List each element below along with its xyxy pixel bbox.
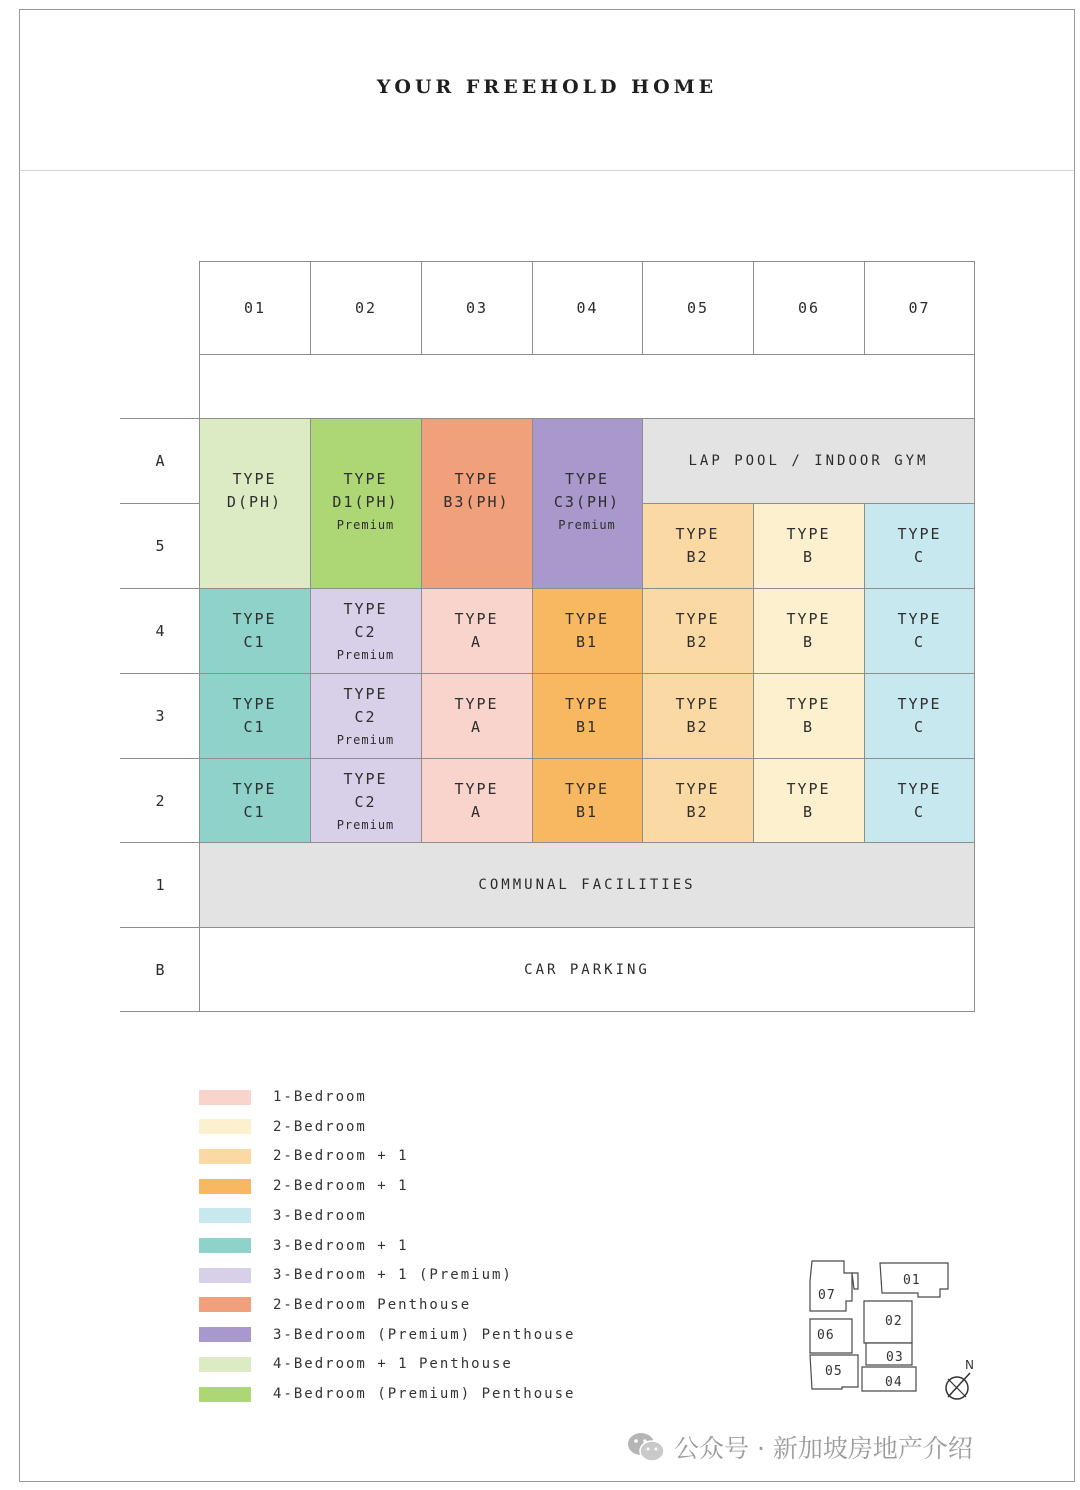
- unit-type-label: TYPE: [343, 470, 388, 488]
- unit-type-label: C2: [354, 622, 377, 641]
- unit-type-label: C: [913, 547, 926, 566]
- legend-item: [199, 1117, 367, 1137]
- unit-type-label: B: [802, 802, 815, 821]
- unit-type-label: A: [470, 717, 483, 736]
- legend-label: 3-Bedroom + 1 (Premium): [273, 1267, 513, 1284]
- legend-swatch: [199, 1149, 251, 1164]
- row-label-A: A: [155, 451, 165, 470]
- unit-type-label: TYPE: [675, 694, 720, 713]
- site-label-03: 03: [886, 1350, 904, 1365]
- unit-cell-b2-3: [642, 673, 753, 758]
- column-header-02: 02: [310, 261, 422, 355]
- site-label-06: 06: [817, 1328, 835, 1343]
- unit-type-label: C2: [354, 707, 377, 726]
- unit-cell-c1-2: [199, 758, 310, 843]
- unit-type-label: B3(PH): [443, 493, 510, 511]
- legend-label: 3-Bedroom (Premium) Penthouse: [273, 1326, 576, 1343]
- legend-item: [199, 1087, 367, 1107]
- unit-type-label: B: [802, 632, 815, 651]
- unit-type-label: TYPE: [232, 470, 277, 488]
- row-label-5: 5: [155, 536, 165, 555]
- unit-cell-a-3: [421, 673, 532, 758]
- unit-type-label: TYPE: [675, 779, 720, 798]
- unit-type-label: C2: [354, 792, 377, 811]
- car-parking: [199, 927, 975, 1012]
- unit-cell-c3-ph: [532, 418, 642, 588]
- unit-type-label: A: [470, 802, 483, 821]
- site-label-01: 01: [903, 1273, 921, 1288]
- legend-label: 1-Bedroom: [273, 1089, 367, 1105]
- unit-cell-b-4: [753, 588, 864, 673]
- unit-type-label: C3(PH): [553, 493, 621, 511]
- unit-cell-b2-5: [642, 503, 753, 588]
- unit-type-label: TYPE: [232, 694, 277, 713]
- grid-line: [974, 418, 975, 1012]
- unit-type-label: TYPE: [454, 694, 499, 713]
- unit-type-label: C: [913, 632, 926, 651]
- legend-swatch: [199, 1297, 251, 1312]
- unit-type-label: TYPE: [675, 609, 720, 628]
- unit-type-label: TYPE: [564, 609, 610, 628]
- grid-line: [120, 418, 975, 419]
- unit-type-label: TYPE: [897, 779, 942, 798]
- site-plan-key: [800, 1255, 985, 1410]
- legend-swatch: [199, 1327, 251, 1342]
- row-label-4: 4: [155, 621, 165, 640]
- unit-cell-b2-4: [642, 588, 753, 673]
- unit-premium-label: Premium: [558, 518, 616, 532]
- unit-premium-label: Premium: [336, 732, 395, 747]
- legend-swatch: [199, 1238, 251, 1253]
- legend-label: 3-Bedroom + 1: [273, 1237, 409, 1254]
- unit-type-label: C1: [243, 717, 266, 736]
- unit-premium-label: Premium: [336, 647, 395, 662]
- legend-item: [199, 1206, 367, 1226]
- unit-cell-a-4: [421, 588, 532, 673]
- row-label-2: 2: [155, 791, 165, 810]
- site-label-02: 02: [885, 1314, 903, 1329]
- grid-line: [753, 503, 754, 843]
- legend-item: [199, 1146, 409, 1166]
- legend-swatch: [199, 1357, 251, 1372]
- unit-type-label: C: [913, 802, 926, 821]
- grid-line: [120, 588, 975, 589]
- unit-cell-b1-2: [532, 758, 642, 843]
- legend-label: 2-Bedroom Penthouse: [273, 1296, 472, 1313]
- unit-type-label: B1: [575, 632, 599, 651]
- legend-item: [199, 1265, 513, 1285]
- grid-line: [864, 503, 865, 843]
- unit-type-label: C: [913, 717, 926, 736]
- unit-cell-d1-ph: [310, 418, 421, 588]
- unit-type-label: TYPE: [232, 779, 277, 798]
- legend-label: 3-Bedroom: [273, 1207, 367, 1224]
- site-label-04: 04: [885, 1375, 903, 1390]
- unit-cell-b1-3: [532, 673, 642, 758]
- unit-type-label: TYPE: [564, 694, 610, 713]
- unit-type-label: B2: [686, 802, 709, 821]
- unit-type-label: B2: [686, 632, 709, 651]
- grid-line: [120, 1011, 975, 1012]
- page-title: YOUR FREEHOLD HOME: [376, 76, 718, 98]
- lap-pool-gym: [642, 418, 975, 503]
- site-connector-outline: [852, 1273, 858, 1289]
- unit-type-label: C1: [243, 802, 266, 821]
- grid-line: [421, 418, 422, 843]
- unit-cell-a-2: [421, 758, 532, 843]
- unit-cell-d-ph: [199, 418, 310, 588]
- column-header-05: 05: [642, 261, 754, 355]
- column-header-03: 03: [421, 261, 533, 355]
- site-label-05: 05: [825, 1364, 843, 1379]
- row-label-B: B: [155, 960, 165, 979]
- communal-facilities-label: COMMUNAL FACILITIES: [478, 876, 696, 893]
- grid-line: [120, 927, 975, 928]
- grid-line: [310, 418, 311, 843]
- grid-line: [120, 758, 975, 759]
- unit-type-label: TYPE: [454, 470, 499, 488]
- unit-type-label: TYPE: [786, 609, 831, 628]
- legend-item: [199, 1325, 575, 1345]
- grid-line: [120, 842, 975, 843]
- unit-type-label: B2: [686, 547, 709, 566]
- grid-line: [642, 503, 975, 504]
- unit-type-label: B: [802, 717, 815, 736]
- unit-type-label: TYPE: [564, 470, 610, 488]
- lap-pool-gym-label: LAP POOL / INDOOR GYM: [688, 452, 929, 469]
- column-header-01: 01: [199, 261, 311, 355]
- unit-type-label: D1(PH): [332, 493, 399, 511]
- unit-type-label: TYPE: [897, 694, 942, 713]
- unit-cell-b-5: [753, 503, 864, 588]
- unit-cell-c-2: [864, 758, 975, 843]
- unit-cell-b-2: [753, 758, 864, 843]
- unit-cell-c-4: [864, 588, 975, 673]
- legend-item: [199, 1295, 471, 1315]
- communal-facilities: [199, 842, 975, 927]
- grid-line: [120, 503, 200, 504]
- unit-cell-c1-3: [199, 673, 310, 758]
- site-unit-07-outline: [810, 1261, 852, 1311]
- column-header-07: 07: [864, 261, 975, 355]
- unit-type-label: B1: [575, 717, 599, 736]
- unit-cell-c2-2: [310, 758, 421, 843]
- unit-premium-label: Premium: [336, 518, 395, 532]
- unit-type-label: TYPE: [343, 599, 388, 618]
- watermark-text: 公众号 · 新加坡房地产介绍: [674, 1434, 973, 1463]
- legend-swatch: [199, 1179, 251, 1194]
- unit-cell-b2-2: [642, 758, 753, 843]
- grid-line: [642, 418, 643, 843]
- unit-premium-label: Premium: [336, 817, 395, 832]
- unit-type-label: TYPE: [786, 779, 831, 798]
- grid-line: [532, 418, 533, 843]
- unit-type-label: D(PH): [226, 493, 283, 511]
- legend-item: [199, 1236, 409, 1256]
- unit-type-label: TYPE: [897, 609, 942, 628]
- wechat-icon: [626, 1430, 666, 1464]
- legend-swatch: [199, 1090, 251, 1105]
- legend-label: 4-Bedroom (Premium) Penthouse: [273, 1386, 576, 1402]
- grid-line: [120, 673, 975, 674]
- legend-label: 2-Bedroom + 1: [273, 1148, 409, 1165]
- unit-type-label: TYPE: [675, 524, 720, 543]
- legend-label: 2-Bedroom + 1: [273, 1178, 409, 1195]
- unit-cell-c2-4: [310, 588, 421, 673]
- legend-label: 4-Bedroom + 1 Penthouse: [273, 1356, 513, 1373]
- row-label-3: 3: [155, 706, 165, 725]
- row-label-1: 1: [155, 875, 165, 894]
- unit-type-label: A: [470, 632, 483, 651]
- north-arrow-icon: [946, 1358, 974, 1399]
- site-label-07: 07: [818, 1288, 836, 1303]
- legend-swatch: [199, 1119, 251, 1134]
- unit-cell-b-3: [753, 673, 864, 758]
- unit-type-label: TYPE: [564, 779, 610, 798]
- legend-swatch: [199, 1268, 251, 1283]
- unit-type-label: TYPE: [454, 779, 499, 798]
- legend-swatch: [199, 1208, 251, 1223]
- legend-item: [199, 1384, 575, 1404]
- unit-cell-c-5: [864, 503, 975, 588]
- legend-swatch: [199, 1387, 251, 1402]
- legend-label: 2-Bedroom: [273, 1118, 367, 1135]
- unit-type-label: TYPE: [786, 694, 831, 713]
- car-parking-label: CAR PARKING: [524, 961, 650, 978]
- unit-type-label: TYPE: [343, 684, 388, 703]
- legend-item: [199, 1176, 409, 1196]
- unit-cell-c2-3: [310, 673, 421, 758]
- unit-type-label: B: [802, 547, 815, 566]
- unit-type-label: TYPE: [786, 524, 831, 543]
- unit-type-label: B1: [575, 802, 599, 821]
- unit-cell-b3-ph: [421, 418, 532, 588]
- unit-type-label: TYPE: [897, 524, 942, 543]
- wechat-watermark: [626, 1428, 973, 1466]
- north-label: N: [965, 1358, 974, 1372]
- column-header-04: 04: [532, 261, 643, 355]
- unit-type-label: TYPE: [343, 769, 388, 788]
- grid-line: [199, 418, 200, 1012]
- roof-row: [199, 354, 975, 419]
- unit-cell-c-3: [864, 673, 975, 758]
- legend-item: [199, 1354, 513, 1374]
- unit-type-label: C1: [243, 632, 266, 651]
- unit-type-label: TYPE: [232, 609, 277, 628]
- column-header-06: 06: [753, 261, 865, 355]
- unit-cell-b1-4: [532, 588, 642, 673]
- unit-type-label: TYPE: [454, 609, 499, 628]
- unit-type-label: B2: [686, 717, 709, 736]
- unit-cell-c1-4: [199, 588, 310, 673]
